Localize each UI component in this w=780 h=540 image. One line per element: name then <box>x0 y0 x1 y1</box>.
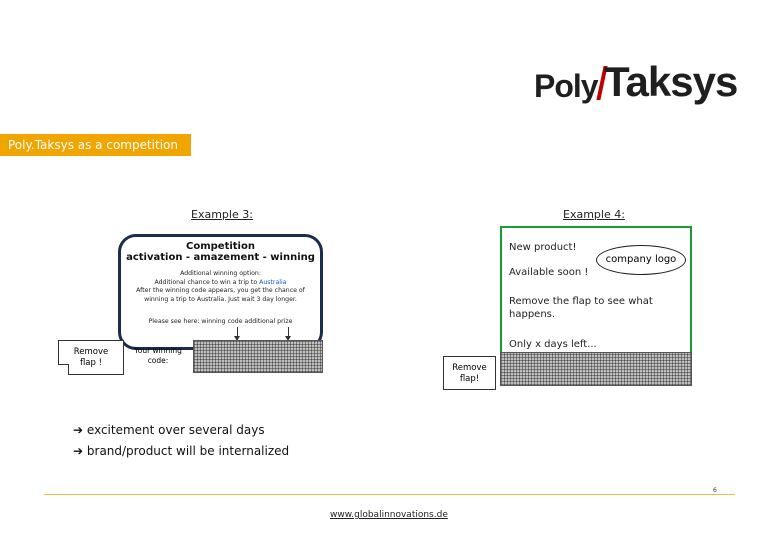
arrow-right-icon: ➔ <box>73 423 84 437</box>
example3-heading <box>118 241 323 263</box>
polytaksys-logo <box>530 56 738 108</box>
example3-line3: After the winning code appears, you get the chance of <box>136 287 305 294</box>
winning-code-label: Your winning code: <box>134 346 182 365</box>
example3-remove-flap-tag[interactable] <box>58 340 124 375</box>
example3-line1: Additional winning option: <box>180 270 261 277</box>
logo-poly-text: Poly <box>534 68 598 104</box>
example3-heading-line2: activation - amazement - winning <box>126 252 315 263</box>
example3-line4: winning a trip to Australia. Just wait 3 day longer. <box>144 295 297 303</box>
remove-flap-instruction: Remove the flap to see what happens. <box>509 296 653 320</box>
benefit-item: ➔ brand/product will be internalized <box>73 444 290 458</box>
example3-line2: Additional chance to win a trip to Australia <box>154 278 287 286</box>
benefit-list <box>73 420 289 462</box>
available-soon-text: Available soon ! <box>509 267 589 278</box>
logo-taksys-text: Taksys <box>604 58 738 105</box>
company-logo-placeholder: company logo <box>596 245 686 275</box>
example4-scratch-flap[interactable] <box>500 352 692 386</box>
arrow-right-icon: ➔ <box>73 444 84 458</box>
remove-tag-line2: flap ! <box>79 358 103 368</box>
tag-corner-fold <box>58 364 69 375</box>
website-link[interactable]: www.globalinnovations.de <box>330 510 448 520</box>
remove-tag-line1: Remove <box>73 347 109 357</box>
remove-tag2-line2: flap! <box>459 374 480 384</box>
page-number: 6 <box>713 487 717 494</box>
example3-line5: Please see here: winning code additional prize <box>148 318 293 325</box>
remove-tag2-line1: Remove <box>452 363 487 373</box>
section-banner: Poly.Taksys as a competition <box>0 134 191 156</box>
example4-title: Example 4: <box>563 208 625 221</box>
example3-scratch-flap[interactable] <box>193 340 323 373</box>
benefit-item: ➔ excitement over several days <box>73 423 265 437</box>
footer-divider <box>44 494 735 495</box>
days-left-text: Only x days left... <box>509 339 597 350</box>
example3-heading-line1: Competition <box>186 241 255 252</box>
australia-highlight: Australia <box>259 278 287 286</box>
new-product-text: New product! <box>509 242 577 253</box>
example4-remove-flap-tag[interactable] <box>443 356 496 390</box>
example3-description <box>120 270 321 304</box>
example3-title: Example 3: <box>191 208 253 221</box>
